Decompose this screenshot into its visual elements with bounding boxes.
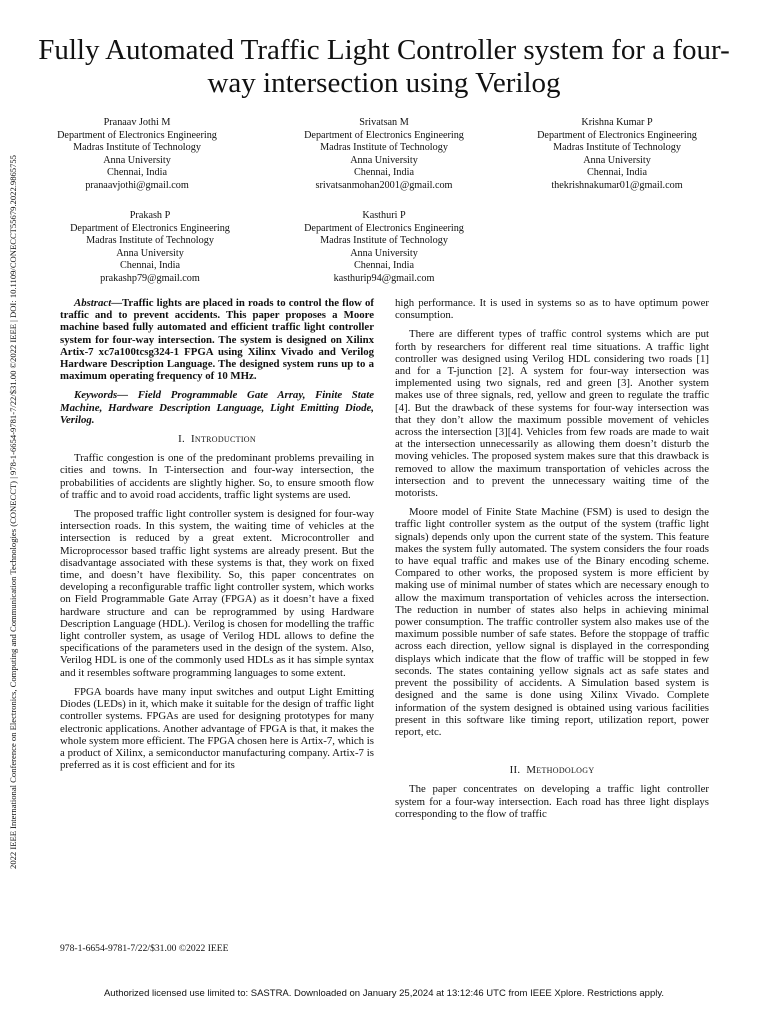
abstract-label: Abstract [74, 297, 112, 309]
author-email: pranaavjothi@gmail.com [85, 179, 189, 191]
author-block [22, 117, 252, 193]
author-city: Chennai, India [354, 167, 414, 179]
author-name: Kasthuri P [362, 210, 406, 221]
section-title: Introduction [190, 433, 256, 446]
abstract-text: Traffic lights are placed in roads to control the flow of traffic and to prevent accidents. This paper proposes a Moore machine based fully automated and efficient traffic light controller system for four-way intersection. The system is designed on Xilinx Artix-7 xc7a100tcsg324-1 FPGA using Xilinx Vivado and Verilog Hardware Description Language. The designed system runs up to a maximum operating frequency of 10 MHz. [60, 297, 374, 383]
section-heading-methodology [395, 764, 709, 776]
author-city: Chennai, India [107, 167, 167, 179]
author-univ: Anna University [350, 247, 418, 259]
author-dept: Department of Electronics Engineering [70, 222, 230, 234]
author-inst: Madras Institute of Technology [553, 142, 681, 154]
left-column [60, 297, 374, 778]
side-citation-text: 2022 IEEE International Conference on Electronics, Computing and Communication Technologies (CONECCT) | 978-1-6654-9781-7/22/$31.00 ©2022 IEEE | DOI: 10.1109/CONECCT55679.2022.9865755 [8, 155, 18, 869]
paragraph: FPGA boards have many input switches and output Light Emitting Diodes (LEDs) in it, which make it suitable for the design of traffic light controller systems. FPGAs are used for designing prototypes for many electronic applications. Another advantage of FPGA is that, it makes the whole system more efficient. The FPGA chosen here is Artix-7, which is a product of Xilinx, a semiconductor manufacturing company. Artix-7 is preferred as it is cost efficient and for its [60, 685, 374, 772]
paragraph: The paper concentrates on developing a traffic light controller system for a four-way intersection. Each road has three light displays corresponding to the flow of traffic [395, 783, 709, 820]
author-dept: Department of Electronics Engineering [304, 222, 464, 234]
copyright-notice: 978-1-6654-9781-7/22/$31.00 ©2022 IEEE [60, 943, 229, 954]
right-column [395, 297, 709, 827]
section-title: Methodology [526, 764, 595, 777]
author-univ: Anna University [583, 154, 651, 166]
paragraph: Traffic congestion is one of the predominant problems prevailing in cities and towns. In T-intersection and four-way intersection, the probabilities of accidents are slightly higher. So, to ensure smooth flow of traffic and to avoid road accidents, traffic light systems are used. [60, 452, 374, 501]
keywords [60, 389, 374, 426]
author-city: Chennai, India [587, 167, 647, 179]
author-univ: Anna University [103, 154, 171, 166]
paragraph: high performance. It is used in systems so as to have optimum power consumption. [395, 297, 709, 322]
license-notice: Authorized licensed use limited to: SASTRA. Downloaded on January 25,2024 at 13:12:46 UTC from IEEE Xplore. Restrictions apply. [103, 988, 665, 999]
author-dept: Department of Electronics Engineering [57, 129, 217, 141]
author-block [502, 117, 732, 193]
author-name: Pranaav Jothi M [103, 117, 171, 128]
author-block [269, 210, 499, 286]
author-email: prakashp79@gmail.com [100, 272, 200, 284]
author-block [35, 210, 265, 286]
paragraph: Moore model of Finite State Machine (FSM) is used to design the traffic light controller system as the output of the system (traffic light signals) depends only upon the current state of the system. This feature makes the system fully automated. The system considers the four roads to have equal traffic and makes use of the Binary encoding scheme. Compared to other works, the proposed system is more efficient by making use of minimal number of states which are necessary enough to allow the maximum transportation of vehicles across the intersection. The reduction in number of states also helps in achieving minimal power consumption. The traffic controller system also makes use of the maximum possible number of safe states. Before the stoppage of traffic across each direction, yellow signal is displayed in the corresponding displays which indicate that the flow of traffic will be stopped in few seconds. The states containing yellow signals act as safe states and prevent the possibility of accidents. A Simulation based system is designed and the same is done using Xilinx Vivado. Complete information of the system designed is obtained using various facilities present in this software like timing report, utilization report, power report, etc. [395, 506, 709, 738]
author-inst: Madras Institute of Technology [73, 142, 201, 154]
author-city: Chennai, India [120, 260, 180, 272]
section-number: II. [509, 764, 521, 777]
paper-title: Fully Automated Traffic Light Controller system for a four-way intersection using Verilog [38, 34, 730, 99]
author-name: Srivatsan M [359, 117, 409, 128]
keywords-text: Field Programmable Gate Array, Finite State Machine, Hardware Description Language, Light Emitting Diode, Verilog. [60, 389, 374, 426]
author-name: Prakash P [129, 210, 171, 221]
author-univ: Anna University [116, 247, 184, 259]
author-dept: Department of Electronics Engineering [304, 129, 464, 141]
side-citation [4, 108, 22, 916]
paragraph: The proposed traffic light controller system is designed for four-way intersection roads. In this system, the waiting time of vehicles at the intersection is reduced by a great extent. Microcontroller and Microprocessor based traffic light systems are already present. But the disadvantage associated with these systems is that, they work on fixed time, and doesn’t have flexibility. So, this paper concentrates on developing a reconfigurable traffic light controller system, which works on Field Programmable Gate Array (FPGA) as it doesn’t have a fixed hardware structure and can be reprogrammed by using Hardware Description Language (HDL). Verilog is chosen for modelling the traffic light controller system, as usage of Verilog HDL allows to define the specifications of the parameters used in the design of the system. Also, Verilog HDL is one of the commonly used HDLs as it has simple syntax and it resembles software programming languages to some extent. [60, 508, 374, 679]
author-univ: Anna University [350, 154, 418, 166]
section-heading-introduction [60, 433, 374, 445]
abstract-dash: — [111, 297, 122, 309]
keywords-dash: — [117, 389, 128, 402]
author-inst: Madras Institute of Technology [86, 235, 214, 247]
author-dept: Department of Electronics Engineering [537, 129, 697, 141]
paragraph: There are different types of traffic control systems which are put forth by researchers for different real time situations. A traffic light controller was designed using Verilog HDL considering two roads [1] and for a T-junction [2]. A system for four-way intersection was implemented using two signals, red and green [3]. Another system makes use of three signals, red, yellow and green to regulate the traffic [4]. But the drawback of these systems for four-way intersection was that they don’t allow the maximum possible movement of vehicles across the intersection [3][4]. Vehicles from few roads are made to wait at the intersection unnecessarily as allowing them doesn’t disturb the moving vehicles. The proposed system makes sure that this drawback is removed to allow the maximum transportation of vehicles across the intersection and to prevent the unnecessary waiting time of the motorists. [395, 328, 709, 500]
keywords-label: Keywords [74, 389, 118, 402]
abstract [60, 297, 374, 382]
author-inst: Madras Institute of Technology [320, 235, 448, 247]
author-email: thekrishnakumar01@gmail.com [551, 179, 683, 191]
author-email: kasthurip94@gmail.com [333, 272, 435, 284]
author-name: Krishna Kumar P [581, 117, 653, 128]
author-email: srivatsanmohan2001@gmail.com [315, 179, 453, 191]
author-city: Chennai, India [354, 260, 414, 272]
author-block [269, 117, 499, 193]
section-number: I. [178, 433, 185, 446]
author-inst: Madras Institute of Technology [320, 142, 448, 154]
